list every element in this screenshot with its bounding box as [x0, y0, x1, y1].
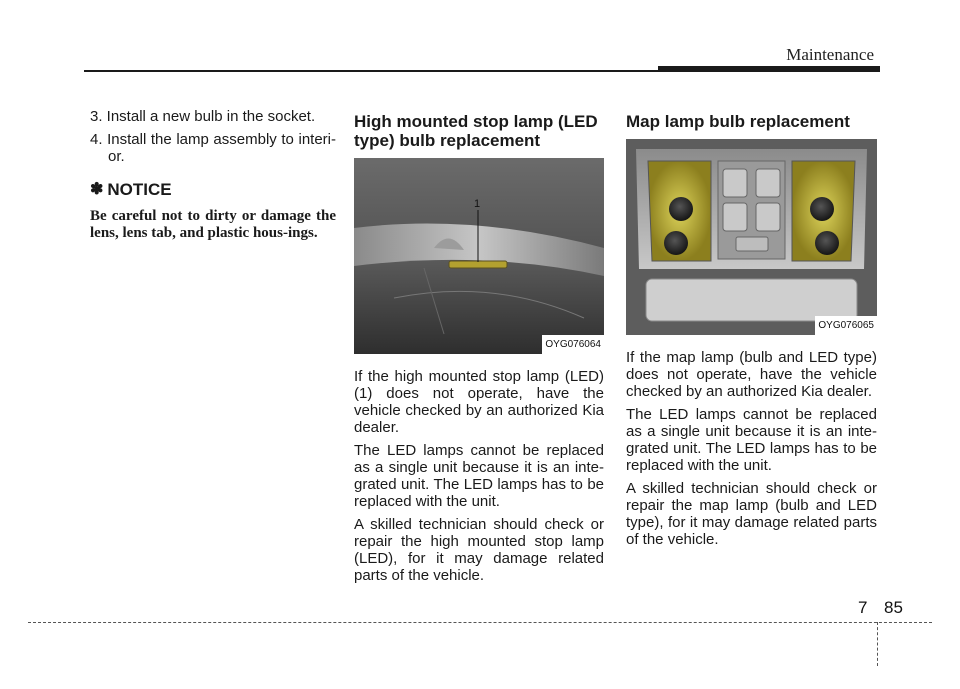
paragraph: If the high mounted stop lamp (LED) (1) does not operate, have the vehicle checked by an authorized Kia dealer. [354, 368, 604, 436]
map-lamp-heading: Map lamp bulb replacement [626, 112, 850, 131]
figure-code: OYG076064 [542, 335, 604, 354]
notice-body: Be careful not to dirty or damage the lens, lens tab, and plastic hous-ings. [90, 208, 336, 241]
column-left [90, 108, 336, 248]
column-middle [354, 112, 604, 590]
paragraph: The LED lamps cannot be replaced as a single unit because it is an inte-grated unit. The LED lamps has to be replaced with the unit. [626, 406, 877, 474]
paragraph: A skilled technician should check or repair the high mounted stop lamp (LED), for it may damage related parts of the vehicle. [354, 516, 604, 584]
step-3: 3. Install a new bulb in the socket. [90, 108, 316, 125]
figure-code: OYG076065 [815, 316, 877, 335]
callout-label: 1 [474, 198, 481, 210]
page-number: 85 [884, 598, 903, 617]
star-icon: ✽ [90, 181, 104, 198]
footer-rule [28, 622, 932, 623]
chapter-number: 7 [858, 598, 868, 617]
map-lamp-illustration [626, 139, 877, 335]
column-right [626, 112, 877, 554]
stop-lamp-illustration [354, 158, 604, 354]
paragraph: The LED lamps cannot be replaced as a single unit because it is an inte-grated unit. The LED lamps has to be replaced with the unit. [354, 442, 604, 510]
map-lamp-figure [626, 139, 877, 335]
notice-title: NOTICE [107, 180, 172, 199]
section-title: Maintenance [786, 45, 874, 64]
header-rule-accent [658, 66, 880, 72]
paragraph: If the map lamp (bulb and LED type) does not operate, have the vehicle checked by an authorized Kia dealer. [626, 349, 877, 400]
stop-lamp-heading: High mounted stop lamp (LED type) bulb replacement [354, 112, 598, 150]
step-4: 4. Install the lamp assembly to interi-or. [90, 131, 336, 165]
page-divider [877, 622, 878, 666]
paragraph: A skilled technician should check or repair the map lamp (bulb and LED type), for it may damage related parts of the vehicle. [626, 480, 877, 548]
stop-lamp-figure [354, 158, 604, 354]
notice-heading [90, 181, 336, 198]
